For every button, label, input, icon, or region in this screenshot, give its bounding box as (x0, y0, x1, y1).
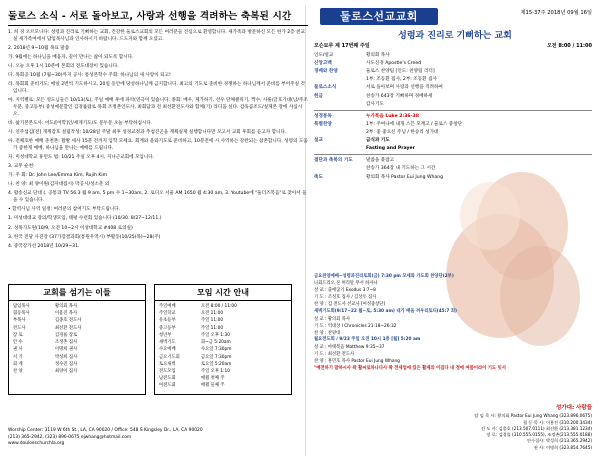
worship-order-label: 설교 (314, 138, 323, 144)
news-paragraph: 사. 연주섬김[전] 개계감호 설립작성: 10/28일 주말 최후 성경교정과 추첨진곤을 계획실제 실행합니다만 모고서 교회 후회를 듣고자 합니다. (8, 129, 287, 135)
worship-order-value: 황의회 목사 (366, 53, 390, 58)
row-value: 김경률 장로 (55, 332, 78, 338)
announcement-header: 새벽기도회(9/17~22 월~토, 5:30 am) 내가 배움 꺼우리토디(45:7 회) (314, 309, 457, 315)
news-paragraph: 1. 미성대대교 강의/학생모임, 태평 수련회 있습니다 (10/30. 8/27~12/11.) (8, 216, 162, 222)
schedule-row (159, 340, 287, 346)
worship-order-label (314, 101, 366, 108)
church-motto: 성령과 진리로 기뻐하는 교회 (398, 31, 512, 41)
row-key: 안 수 (13, 340, 23, 346)
pastor-block-title: 성가대: 사람들 (556, 405, 592, 411)
order-divider (314, 154, 592, 155)
row-key: 금요기도회 (159, 354, 180, 360)
worship-order-label: 경배와 찬양 (314, 69, 338, 75)
row-key: 장 로 (13, 332, 23, 338)
worship-order-row (314, 84, 592, 91)
schedule-row (159, 383, 287, 389)
row-key: 부목사 (13, 318, 26, 324)
pastor-lines (462, 413, 592, 451)
staff-row (13, 362, 141, 368)
announcement-line: 찬 양 : 홍민호 목사 Pastor Eui Jung Whang (314, 358, 400, 364)
worship-order-label (314, 145, 366, 152)
news-paragraph: 다. 목회공 10월 (7월~30)까지 공사: 통성본학수 주회: 하나님의 새 사랑이 되고! (8, 73, 171, 79)
news-paragraph: • 할역사님 사역 일정: 여러분의 참여기도 부탁드립니다. (8, 207, 121, 213)
staff-box (8, 284, 146, 395)
row-key: 여전도회 (159, 383, 176, 389)
row-key: 권 사 (13, 347, 23, 353)
news-paragraph: 가. 9월에는 하나님을 배움자, 깊이 만나는 삶이 되도록 합시다. (8, 54, 134, 60)
staff-box-header: 교회를 섬기는 이들 (9, 285, 145, 301)
worship-order-label: 성경봉독 (314, 113, 332, 119)
news-body (8, 30, 308, 251)
worship-order-row (314, 76, 592, 83)
worship-order-label (314, 129, 366, 136)
schedule-row (159, 347, 287, 353)
announcement-header: 금요찬양예배~성령과진리토회(금) 7:30 pm 모세와 가도회 찬양단(2부) (314, 274, 454, 279)
row-value: 주일 오후 1:10 (201, 368, 230, 374)
worship-order-row (314, 165, 592, 172)
row-key: 협동목사 (13, 311, 30, 317)
news-paragraph: 4. 활송신교 단대 (. 공통과 TV 56.3 월 9 am, 5 pm 수 1~30am, 2. 로디오 서울 AM 1650 월 4:30 am, 3. Youtube에 "둘더즈복음"로 찾아서 들을 수 있습니다. (8, 191, 307, 204)
worship-order-label (314, 165, 366, 172)
worship-order-label: 신앙고백 (314, 61, 332, 67)
worship-order-value: 누가복음 Luke 2:36-38 (366, 113, 419, 119)
row-value: 수요일 7:30pm (201, 347, 232, 353)
news-paragraph: 4. 중국강가선 2018년 10/29~31. (8, 243, 80, 249)
pastor-contact-line: 전 도 사: 김종호 (213.507.0111) 최선환 (213.381.1234) (481, 425, 592, 431)
staff-row (13, 304, 141, 310)
worship-order-row (314, 129, 592, 136)
pastor-contact-line: 협 동 목 사: 이용진 (310.200.3434) (523, 419, 592, 425)
schedule-row (159, 362, 287, 368)
row-value: 이명희 권사 (55, 347, 78, 353)
announcement-line: 기 도 : 조성호 집사 / 김상두 집사 (314, 295, 377, 301)
staff-box-body (9, 301, 145, 379)
announcement-line: 나회드리오 본 허리말 무서 하자나 (314, 281, 378, 287)
news-paragraph: 1. 희 경 오르모니다: 성령과 진리로 기뻐하는 교회, 건강한 둘로스교회의 모든 여러분들 진심으로 환영합니다. 새가족과 방문하신 모든 한가 2층 친교실 새가족여에서 담임목사님과 인사하시기 바랍니다. 드도자와 함께 오셨고. (8, 30, 305, 42)
service-line (314, 42, 592, 49)
schedule-row (159, 369, 287, 375)
schedule-row (159, 376, 287, 382)
worship-order-row (314, 157, 592, 164)
schedule-box-header: 모임 시간 안내 (155, 285, 291, 301)
worship-order-row (314, 93, 592, 100)
order-divider (314, 110, 592, 111)
schedule-box (154, 284, 292, 395)
announcement-line: 설 교 : 황의회 목사 (314, 316, 350, 322)
worship-order-label: 둘로스소식 (314, 85, 337, 91)
announcement-line: 찬 양 : 김 전도사 선교사 [여성중창단] (314, 302, 386, 308)
worship-order-row (314, 60, 592, 67)
row-value: 김종호 전도사 (55, 318, 82, 324)
row-key: 찬 양 (13, 368, 23, 374)
pastor-contact-block (462, 404, 592, 451)
row-value: 최선환 전도사 (55, 325, 82, 331)
news-paragraph: 나. 오늘 오후 1시 10분에 본회의 전도대장이 있습니다. (8, 64, 119, 70)
worship-order-label: 특별찬양 (314, 121, 332, 127)
row-value: 주일 오후 1:30 (201, 332, 230, 338)
schedule-box-body (155, 301, 291, 394)
worship-order-row (314, 113, 592, 120)
worship-order-row (314, 121, 592, 128)
footer-line: Worship Center: 3119 W 6th St., LA, CA 90020 / Office: 548 S Kingsley Dr., LA, CA 90020 (8, 428, 203, 433)
row-value: 오전 8:00 / 11:00 (201, 304, 237, 309)
row-key: 중고등부 (159, 325, 176, 331)
service-times: 오전 8:00 / 11:00 (546, 43, 592, 49)
pastor-contact-line: 권 사: 이명희 (323.854.7645) (533, 444, 592, 450)
staff-row (13, 355, 141, 361)
news-paragraph: 가. 주 회: Dr. John Lee/Emma Kim, Rujih Kim (8, 173, 108, 179)
worship-order-value: 찬송가 364장 내 기도하는 그 시간 (366, 166, 436, 172)
row-key: 회 계 (13, 361, 23, 367)
worship-order-label: 인도/설교 (314, 53, 334, 58)
row-value: 매월 첫째 주 (201, 376, 225, 382)
worship-order-value: Fasting and Prayer (366, 146, 415, 152)
worship-order-value: 1부: 주여나에 내개 스믄 모계고 / 둘로스 중창단 (366, 121, 463, 127)
worship-order-label (314, 76, 366, 83)
worship-order-row (314, 52, 592, 59)
worship-order-row (314, 174, 592, 181)
weekly-announcements (314, 274, 592, 373)
order-of-worship (314, 52, 592, 182)
announcement-note: "예전하기 말하시사 곽 활씨로하나다사 꽉 전세업에 있은 활제의 이집다 내 정에 여름이라이 기도 잇서 (314, 365, 506, 371)
row-key: 담임목사 (13, 304, 30, 309)
row-key: 전도모임 (159, 368, 176, 374)
row-value: 정수진 집사 (55, 361, 78, 367)
row-key: 유초등부 (159, 318, 176, 324)
staff-row (13, 369, 141, 375)
news-title: 둘로스 소식 - 서로 돌아보고, 사랑과 선행을 격려하는 축복된 시간 (8, 8, 308, 26)
news-paragraph: 2. 성목가도원(10/9, 오전 10~2시 이성대학교 #408 로의실) (8, 225, 133, 231)
staff-row (13, 326, 141, 332)
news-paragraph: 마. 지역별로: 모든 성도님들은 10/13(토), 주일 예배 후에 파악(연극이 있습니다. 종회: 배우, 제가하기, 선우 단체클릭기, 짝수, 사륜/글호기대(남/주조두분, 중고등부) 중성예문할인 김경률람로 목회 조정촌인도사, 최회담과 전 최선환전도사와 함께(기) 라디움 싶다. 감독콤조도/싶제본 장에 사십시오. (8, 98, 308, 117)
worship-order-label: 결단과 축복의 기도 (314, 158, 353, 164)
announcement-line: 기 도 : 역대상 I Chronicles 21:18~26:32 (314, 323, 397, 329)
row-value: 금요일 7:30pm (201, 354, 232, 360)
schedule-row (159, 318, 287, 324)
worship-order-label: 헌금 (314, 93, 323, 99)
news-paragraph: 3. 한국 전당 사진강 (37가장결과회(통원우역시) 부활동(10/25(목)~28(주) (8, 234, 161, 240)
worship-order-row (314, 145, 592, 152)
worship-order-value: 1부: 조동환 집사, 2부: 조동환 집사 (366, 77, 437, 83)
staff-row (13, 311, 141, 317)
announcement-line: 설 교 : 마태복음 Matthew 9:35~37 (314, 344, 385, 350)
row-key: 전도사 (13, 325, 26, 331)
service-label: 모슨묘루 제 17번째 주일 (314, 43, 370, 49)
row-key: 남전도회 (159, 376, 176, 382)
news-paragraph: 3. 교무 순천: (8, 164, 35, 169)
schedule-row (159, 326, 287, 332)
pastor-contact-line: 안수집사: 박성희 (213.365.2942) (527, 438, 592, 444)
worship-order-value: 감사기도 (366, 101, 384, 107)
row-value: 최양이 집사 (55, 368, 78, 374)
row-value: 매월 둘째 주 (201, 383, 225, 389)
staff-row (13, 333, 141, 339)
worship-order-label: 축도 (314, 174, 323, 180)
row-value: 조정촌 집사 (55, 340, 78, 346)
pastor-contact-line: 장 로: 김경률 (310.555.0155), 조정촌(213.555.0188) (486, 432, 592, 438)
news-paragraph: 라. 목회회 준비기도: 매일 2번씩 기도하시고, 20일 동안에 당성하나님께 금지합니다. 최고의 기도로 준비한 경쟁하는 하나님께서 준비를 부어주실 것입니다. (8, 82, 305, 95)
footer-line: (213) 365-2942, (323) 896-0675 ejwhang@hotmail.com (8, 434, 132, 440)
right-column (312, 6, 594, 458)
row-value: 주일 11:00 (201, 325, 224, 331)
worship-order-value: 사도신경 Apostle's Creed (366, 61, 422, 67)
schedule-row (159, 304, 287, 310)
logo-text: 둘로스선교교회 (340, 10, 418, 23)
staff-row (13, 340, 141, 346)
worship-order-value: 말씀을 붙잡고 (366, 158, 395, 164)
announcement-line: 찬 양 : 찬양대 (314, 330, 341, 336)
info-boxes (8, 284, 292, 395)
worship-order-value: 둘로스 찬양팀 [인도: 찬양팀 리더] (366, 69, 435, 75)
schedule-row (159, 355, 287, 361)
news-paragraph: 바. 삶기본본도사: 어도/[어학]인/세게기도/도 문두문 오늘 부탁하십시다. (8, 120, 153, 126)
announcement-line: 설 교 : 출애굽기 Exodus 3:7~8 (314, 288, 376, 294)
row-value: 황의회 목사 (55, 304, 78, 309)
row-key: 주일학교 (159, 311, 176, 317)
worship-order-value: 서로 돌아보며 사랑과 선행을 격려하여 (366, 85, 443, 91)
worship-order-value: 황의회 목사 Pastor Eui Jung Whang (366, 174, 444, 180)
announcement-line: 기 도 : 최선환 전도사 (314, 351, 355, 357)
row-key: 청년부 (159, 332, 172, 338)
row-key: 서 기 (13, 354, 23, 360)
row-value: 오전 11:00 (201, 311, 224, 317)
worship-order-row (314, 68, 592, 75)
row-value: 박성희 집사 (55, 354, 78, 360)
schedule-row (159, 311, 287, 317)
row-value: 주일 11:00 (201, 318, 224, 324)
announcement-header: 월요전도회 / 9/23 주일 오전 10시 1층 [월] 5:20 am (314, 337, 421, 343)
row-value: 이용진 목사 (55, 311, 78, 317)
row-key: 수요예배 (159, 347, 176, 353)
worship-order-row (314, 101, 592, 108)
row-value: 화~금 5:20am (201, 340, 231, 346)
row-key: 주일예배 (159, 304, 176, 309)
pastor-contact-line: 담 임 목 사: 황의회 Pastor Eui Jung Whang (323.896.0675) (474, 413, 592, 419)
worship-order-value: 금식과 기도 (366, 138, 390, 144)
worship-order-value: 찬송가 643장 기뻐하며 경배하세 (366, 93, 433, 99)
footer-line: www.douloeschurchla.org (8, 441, 65, 447)
news-paragraph: 나. 찬 양: 최 양이원(김자대집시) 막공시/성소춘 외 (8, 182, 110, 188)
row-key: 토요새벽 (159, 361, 176, 367)
news-paragraph: 자. 미성대학교 휴먼도 법: 10/21 주일 오후 4시, 지나근교회에 모입니다. (8, 154, 155, 160)
worship-order-value: 2부: 좋 좋으신 주님 / 한승리 성가대 (366, 129, 439, 135)
row-value: 토요일 5:20am (201, 361, 232, 367)
row-key: 새벽기도 (159, 340, 176, 346)
church-logo (320, 8, 438, 25)
worship-order-row (314, 137, 592, 144)
issue-number: 제15-37주 2018년 09월 16일 (520, 10, 592, 16)
news-paragraph: 2. 2018년 9~10월 목표 말씀 (8, 45, 70, 51)
staff-row (13, 318, 141, 324)
staff-row (13, 347, 141, 353)
news-paragraph: 아. 전체호한 예배 준천촌: 활발 세사 15분 전까지 입학 모세요. 회계와 올와기도로 준비하고, 10분전에 시 사역하는 강완되는 참촌합니다. 성령의 도움가 좋한게 예배, 하나님을 만나는 예배를 드립니다. (8, 139, 308, 151)
schedule-row (159, 333, 287, 339)
